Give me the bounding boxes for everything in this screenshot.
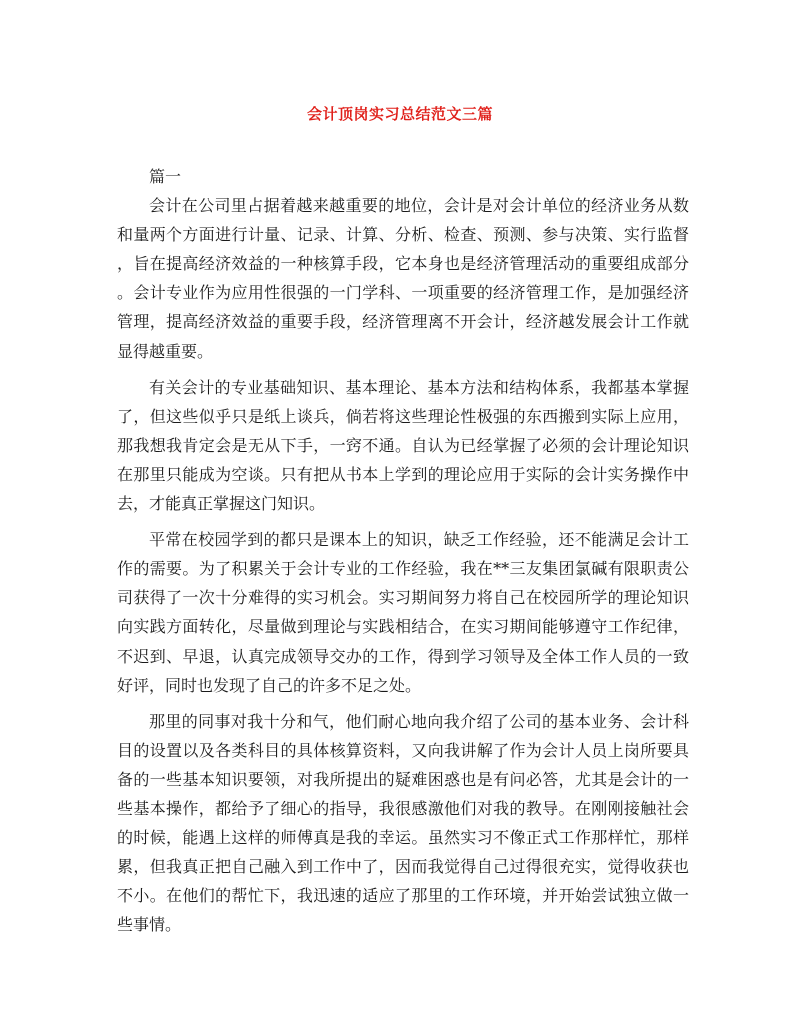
paragraph-4: 那里的同事对我十分和气，他们耐心地向我介绍了公司的基本业务、会计科目的设置以及各类科目的具体核算资料，又向我讲解了作为会计人员上岗所要具备的一些基本知识要领，对我所提出的疑难困惑也是有问必答，尤其是会计的一些基本操作，都给予了细心的指导，我很感激他们对我的教导。在刚刚接触社会的时候，能遇上这样的师傅真是我的幸运。虽然实习不像正式工作那样忙，那样累，但我真正把自己融入到工作中了，因而我觉得自己过得很充实，觉得收获也不小。在他们的帮忙下，我迅速的适应了那里的工作环境，并开始尝试独立做一些事情。 <box>117 711 689 935</box>
document-body <box>117 162 689 946</box>
paragraph-2: 有关会计的专业基础知识、基本理论、基本方法和结构体系，我都基本掌握了，但这些似乎只是纸上谈兵，倘若将这些理论性极强的东西搬到实际上应用，那我想我肯定会是无从下手，一窍不通。自认为已经掌握了必须的会计理论知识在那里只能成为空谈。只有把从书本上学到的理论应用于实际的会计实务操作中去，才能真正掌握这门知识。 <box>117 377 689 514</box>
section-label: 篇一 <box>149 167 182 186</box>
paragraph-3: 平常在校园学到的都只是课本上的知识，缺乏工作经验，还不能满足会计工作的需要。为了积累关于会计专业的工作经验，我在**三友集团氯碱有限职责公司获得了一次十分难得的实习机会。实习期间努力将自己在校园所学的理论知识向实践方面转化，尽量做到理论与实践相结合，在实习期间能够遵守工作纪律，不迟到、早退，认真完成领导交办的工作，得到学习领导及全体工作人员的一致好评，同时也发现了自己的许多不足之处。 <box>117 530 689 695</box>
document-title: 会计顶岗实习总结范文三篇 <box>306 105 493 123</box>
paragraph-1: 会计在公司里占据着越来越重要的地位，会计是对会计单位的经济业务从数和量两个方面进行计量、记录、计算、分析、检查、预测、参与决策、实行监督，旨在提高经济效益的一种核算手段，它本身也是经济管理活动的重要组成部分。会计专业作为应用性很强的一门学科、一项重要的经济管理工作，是加强经济管理，提高经济效益的重要手段，经济管理离不开会计，经济越发展会计工作就显得越重要。 <box>117 196 689 361</box>
